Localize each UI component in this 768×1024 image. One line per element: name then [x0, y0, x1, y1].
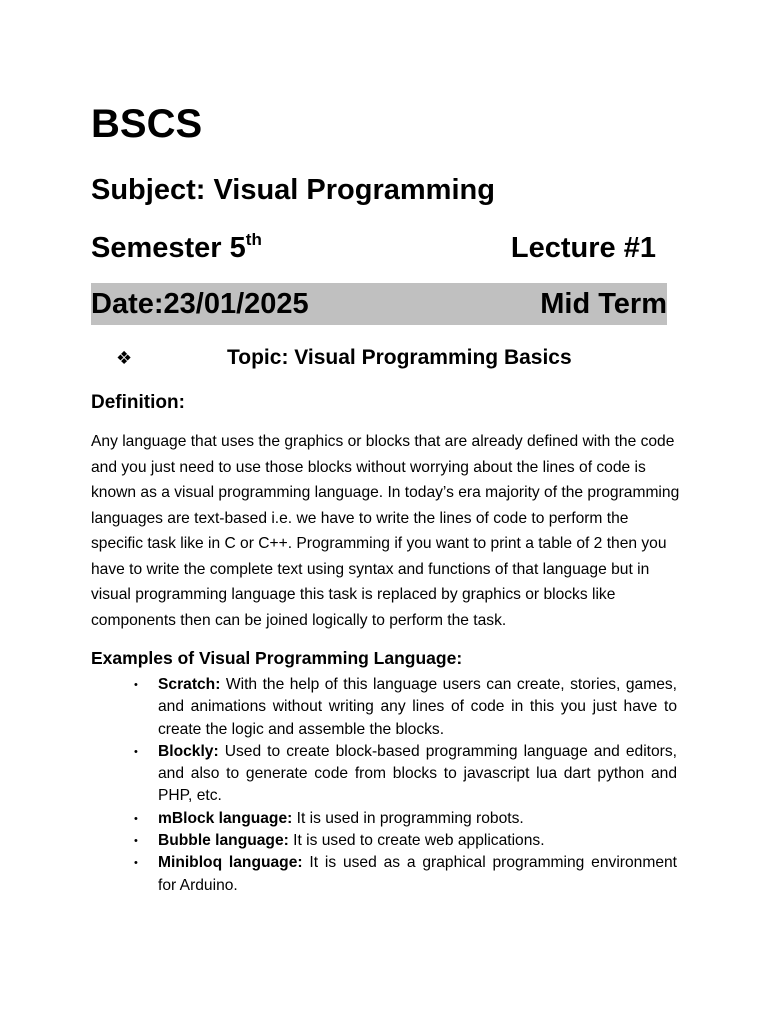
date-label: Date:23/01/2025: [91, 287, 309, 320]
bullet-icon: •: [134, 835, 138, 848]
semester-lecture-row: [91, 226, 667, 270]
semester-suffix: th: [245, 229, 262, 249]
semester-text: Semester 5: [91, 231, 246, 264]
definition-paragraph: Any language that uses the graphics or blocks that are already defined with the code and you just need to use those blocks without worrying about the lines of code is known as a visual programming language. In today’s era majority of the programming languages are text-based i.e. we have to write the lines of code to perform the specific task like in C or C++. Programming if you want to print a table of 2 then you have to write the complete text using syntax and functions of that language but in visual programming language this task is replaced by graphics or blocks like components then can be joined logically to perform the task.: [91, 433, 680, 629]
list-item-description: Used to create block-based programming language and editors, and also to generate code from blocks to javascript lua dart python and PHP, etc.: [158, 742, 677, 805]
list-item-description: It is used as a graphical programming environment for Arduino.: [158, 854, 677, 894]
lecture-number: Lecture #1: [510, 231, 656, 264]
list-item-description: It is used in programming robots.: [292, 809, 524, 827]
bullet-icon: •: [134, 812, 138, 825]
examples-heading: Examples of Visual Programming Language:: [91, 648, 463, 668]
definition-heading: Definition:: [91, 392, 185, 413]
examples-list: [134, 674, 677, 897]
list-item-term: Blockly:: [158, 742, 219, 760]
list-item: [134, 830, 677, 852]
list-item: [134, 741, 677, 808]
list-item-description: With the help of this language users can create, stories, games, and animations without writing any lines of code in this you just have to create the logic and assemble the blocks.: [158, 676, 677, 738]
list-item-description: It is used to create web applications.: [288, 832, 545, 850]
bullet-icon: •: [134, 857, 138, 870]
bullet-icon: •: [134, 745, 138, 758]
topic-heading: Topic: Visual Programming Basics: [227, 346, 572, 369]
bullet-icon: •: [134, 679, 138, 691]
diamond-bullet-icon: ❖: [116, 348, 133, 368]
list-item: [134, 674, 677, 741]
semester-label: [91, 229, 262, 265]
document-title: BSCS: [91, 102, 203, 146]
list-item-term: Scratch:: [158, 676, 221, 693]
list-item-term: Minibloq language:: [158, 854, 303, 872]
list-item-term: Bubble language:: [158, 832, 289, 850]
topic-row: [0, 343, 768, 373]
list-item: [134, 852, 677, 897]
date-term-row: [91, 283, 667, 325]
list-item-term: mBlock language:: [158, 809, 293, 827]
term-label: Mid Term: [540, 287, 667, 320]
subject-heading: Subject: Visual Programming: [91, 174, 495, 206]
list-item: [134, 808, 677, 830]
